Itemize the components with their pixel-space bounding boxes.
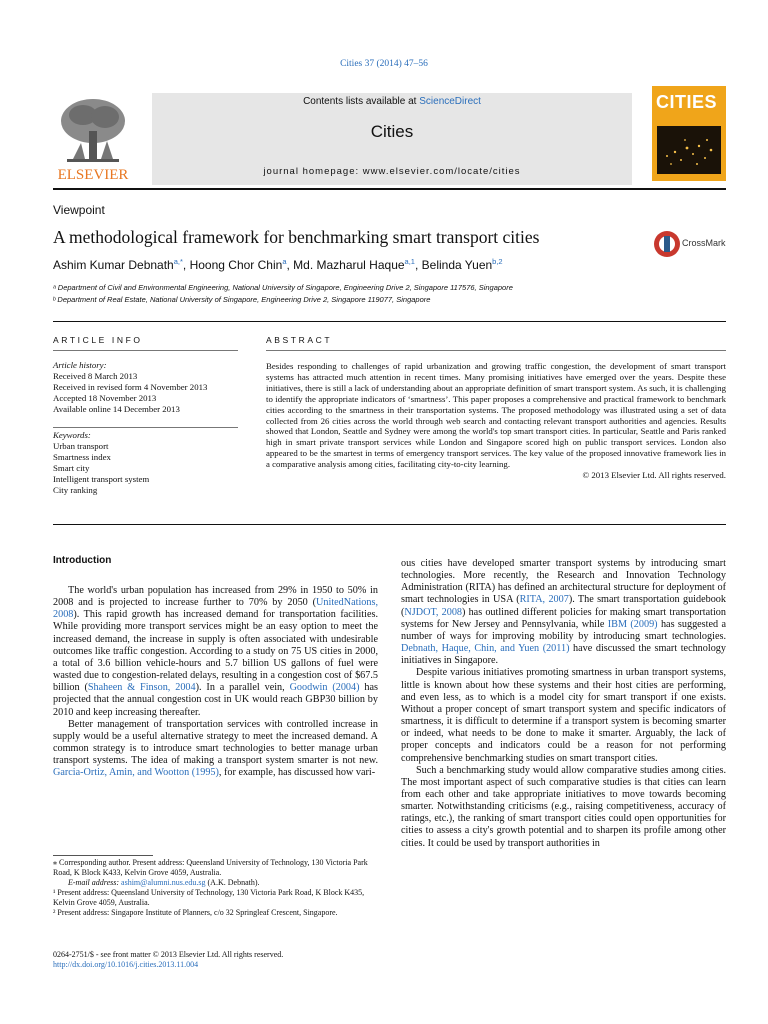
abstract-copyright: © 2013 Elsevier Ltd. All rights reserved. xyxy=(582,470,726,481)
reference-link[interactable]: UnitedNations, 2008 xyxy=(53,597,378,621)
footnote-1: ¹ Present address: Queensland University of Technology, 130 Victoria Park Road, K Block K435, Kelvin Grove 4059, Australia. xyxy=(53,887,365,907)
affiliation-b: ᵇ Department of Real Estate, National University of Singapore, Engineering Drive 2, Singapore 119077, Singapore xyxy=(53,295,431,304)
abstract-rule xyxy=(266,350,726,351)
cover-image xyxy=(657,126,721,174)
article-history-label: Article history: xyxy=(53,360,107,370)
reference-link[interactable]: RITA, 2007 xyxy=(519,594,569,606)
journal-citation[interactable]: Cities 37 (2014) 47–56 xyxy=(340,59,428,69)
paragraph xyxy=(53,719,378,780)
article-info-divider xyxy=(53,427,238,428)
paragraph: Despite various initiatives promoting smartness in urban transport systems, little is known about how these systems and their host cities are performing, and even less, as to which is a model city for smart transport if one exists. Without a proper concept of smart transport system and specific indicators of smartness, it is difficult to determine if a transport system is becoming smarter or indeed, what needs to be done to make it smarter. Arguably, the lack of proper concepts and indicators could be a reason for not performing comprehensive benchmarking studies on smart transport cities. xyxy=(401,667,726,764)
elsevier-logo xyxy=(53,93,133,183)
paragraph xyxy=(53,585,378,719)
footnotes xyxy=(53,858,378,917)
footnote-email xyxy=(53,878,378,888)
email-link[interactable]: ashim@alumni.nus.edu.sg xyxy=(121,877,206,887)
affiliation-a: ᵃ Department of Civil and Environmental Engineering, National University of Singapore, Engineering Drive 2, Singapore 117576, Singapore xyxy=(53,283,513,292)
reference-link[interactable]: Shaheen & Finson, 2004 xyxy=(87,682,196,694)
author-affil-sup[interactable]: b,2 xyxy=(492,257,503,266)
right-column xyxy=(401,558,726,850)
author-affil-sup[interactable]: a,* xyxy=(173,257,183,266)
crossmark-badge[interactable] xyxy=(652,229,738,259)
keywords xyxy=(53,430,253,495)
article-info-rule xyxy=(53,350,238,351)
author-name[interactable]: Belinda Yuen xyxy=(421,258,493,272)
author-name[interactable]: Hoong Chor Chin xyxy=(189,258,283,272)
text-run: The world's urban population has increased from 29% in 1950 to 50% in 2008 and is projected to increase further to 70% by 2050 ( xyxy=(53,585,378,609)
article-title: A methodological framework for benchmarking smart transport cities xyxy=(53,227,540,247)
text-run: Better management of transportation services with controlled increase in supply would be a useful alternative strategy to meet the increased demand. A common strategy is to introduce smart technologies to better manage urban transport systems. The idea of making a transport system smarter is not new. xyxy=(53,718,378,767)
elsevier-wordmark: ELSEVIER xyxy=(57,167,129,183)
doi-link[interactable]: http://dx.doi.org/10.1016/j.cities.2013.11.004 xyxy=(53,960,199,969)
abstract-heading: ABSTRACT xyxy=(266,335,333,345)
reference-link[interactable]: Debnath, Haque, Chin, and Yuen (2011) xyxy=(401,643,570,655)
left-column xyxy=(53,585,378,780)
email-suffix: (A.K. Debnath). xyxy=(205,877,260,887)
text-run: ) has outlined different policies for making smart transportation systems for New Jersey and Pennsylvania, while xyxy=(401,606,726,630)
history-item: Accepted 18 November 2013 xyxy=(53,392,157,403)
journal-title: Cities xyxy=(370,122,414,141)
section-rule xyxy=(53,321,726,322)
text-run: has projected that the annual congestion cost in UK would reach GBP30 billion by 2010 and keep increasing thereafter. xyxy=(53,682,378,718)
abstract-bottom-rule xyxy=(53,524,726,525)
header-rule xyxy=(53,188,726,190)
contents-line xyxy=(152,96,632,107)
keywords-label: Keywords: xyxy=(53,430,91,440)
contents-prefix: Contents lists available at xyxy=(303,96,420,107)
reference-link[interactable]: Goodwin (2004) xyxy=(289,682,360,694)
author-name[interactable]: Md. Mazharul Haque xyxy=(293,258,405,272)
journal-homepage[interactable]: journal homepage: www.elsevier.com/locate/cities xyxy=(263,166,521,177)
abstract-text: Besides responding to challenges of rapid urbanization and growing traffic congestion, the development of smart transport systems has attracted much attention in recent times. Many promising initiatives have emerged over the years. Despite these initiatives, there is still a lack of understanding about an appropriate definition of smart transport system. As such, it is challenging to identify the appropriate indicators of ‘smartness’. This paper proposes a comprehensive and practical framework to benchmark cities according to the smartness in their transportation systems. The proposed methodology was illustrated using a set of data collected from 26 cities across the world through web search and contacting relevant transport authorities and agencies. Results showed that London, Seattle and Sydney were among the world's top smart transport cities. In particular, Seattle and Paris ranked high in smart private transport services while London and Singapore scored high on public transport services. London also appeared to be the smartest in terms of emergency transport services. The key value of the proposed innovative framework lies in a comparative analysis among cities, facilitating city-to-city learning. xyxy=(266,361,726,470)
paragraph xyxy=(401,558,726,667)
sciencedirect-link[interactable]: ScienceDirect xyxy=(419,96,481,107)
keyword-item: Smart city xyxy=(53,462,90,473)
footnote-corresponding: ⁎ Corresponding author. Present address: Queensland University of Technology, 130 Victoria Park Road, K Block K433, Kelvin Grove 4059, Australia. xyxy=(53,858,368,877)
text-run: ). The smart transportation guidebook ( xyxy=(401,594,726,618)
article-type: Viewpoint xyxy=(53,203,105,217)
introduction-heading: Introduction xyxy=(53,555,112,566)
history-item: Received in revised form 4 November 2013 xyxy=(53,381,208,392)
keyword-item: Intelligent transport system xyxy=(53,473,150,484)
text-run: has suggested a number of ways for improving mobility by introducing smart technologies. xyxy=(401,618,727,642)
author-list: Ashim Kumar Debnath$^{a,*}$, Hoong Chor Chin$^a$, Md. Mazharul Haque$^{a,1}$, Belinda Yuen$^{b,2}$ xyxy=(53,257,503,272)
crossmark-label: CrossMark xyxy=(682,238,726,248)
text-run: have discussed the smart technology initiatives in Singapore. xyxy=(401,643,726,667)
crossmark-icon xyxy=(652,229,682,259)
abstract-body xyxy=(266,361,726,481)
author-affil-sup[interactable]: a xyxy=(282,257,287,266)
reference-link[interactable]: Garcia-Ortiz, Amin, and Wootton (1995) xyxy=(53,767,219,779)
history-item: Received 8 March 2013 xyxy=(53,370,138,381)
reference-link[interactable]: IBM (2009) xyxy=(607,618,658,630)
text-run: , for example, has discussed how vari- xyxy=(218,767,376,779)
article-history xyxy=(53,360,253,415)
journal-cover[interactable] xyxy=(652,86,726,181)
issn-line: 0264-2751/$ - see front matter © 2013 Elsevier Ltd. All rights reserved. xyxy=(53,950,284,959)
keyword-item: City ranking xyxy=(53,484,98,495)
text-run: ous cities have developed smarter transport systems by introducing smart technologies. More recently, the Research and Innovation Technology Administration (RITA) has defined an architectural structure for deployment of smart technologies in USA ( xyxy=(401,558,726,606)
article-info-heading: ARTICLE INFO xyxy=(53,335,143,345)
keyword-item: Urban transport xyxy=(53,440,109,451)
footnote-2: ² Present address: Singapore Institute of Planners, c/o 32 Springleaf Crescent, Singapore. xyxy=(53,907,338,917)
text-run: ). In a parallel vein, xyxy=(195,682,290,694)
email-label: E-mail address: xyxy=(68,877,122,887)
reference-link[interactable]: NJDOT, 2008 xyxy=(404,606,463,618)
history-item: Available online 14 December 2013 xyxy=(53,403,180,414)
text-run: ). This rapid growth has increased demand for transportation facilities. While providing more transport services might be an easy option to meet the increased demand, the increase in supply is often associated with undesirable outcomes like traffic congestion. According to a study on 75 US cities in 2000, a total of 3.6 billion vehicle-hours and 5.7 billion US gallons of fuel were wasted due to congestion-related delays, resulting in a congestion cost of $67.5 billion ( xyxy=(53,609,378,694)
author-name[interactable]: Ashim Kumar Debnath xyxy=(53,258,174,272)
front-matter xyxy=(53,950,283,970)
cover-title: CITIES xyxy=(656,92,718,112)
keyword-item: Smartness index xyxy=(53,451,111,462)
author-affil-sup[interactable]: a,1 xyxy=(404,257,415,266)
paragraph: Such a benchmarking study would allow comparative studies among cities. The most important aspect of such comparative studies is that cities can learn from each other and take appropriate initiatives to move towards becoming smarter. Notwithstanding criticisms (e.g., raising competitiveness, accuracy of ratings, etc.), the ranking of smart transport cities could open opportunities for cities to assess a city's growth potential and to sharpen its profile among other cities. It could be used by transport authorities in xyxy=(401,764,726,849)
footnote-rule xyxy=(53,855,153,856)
